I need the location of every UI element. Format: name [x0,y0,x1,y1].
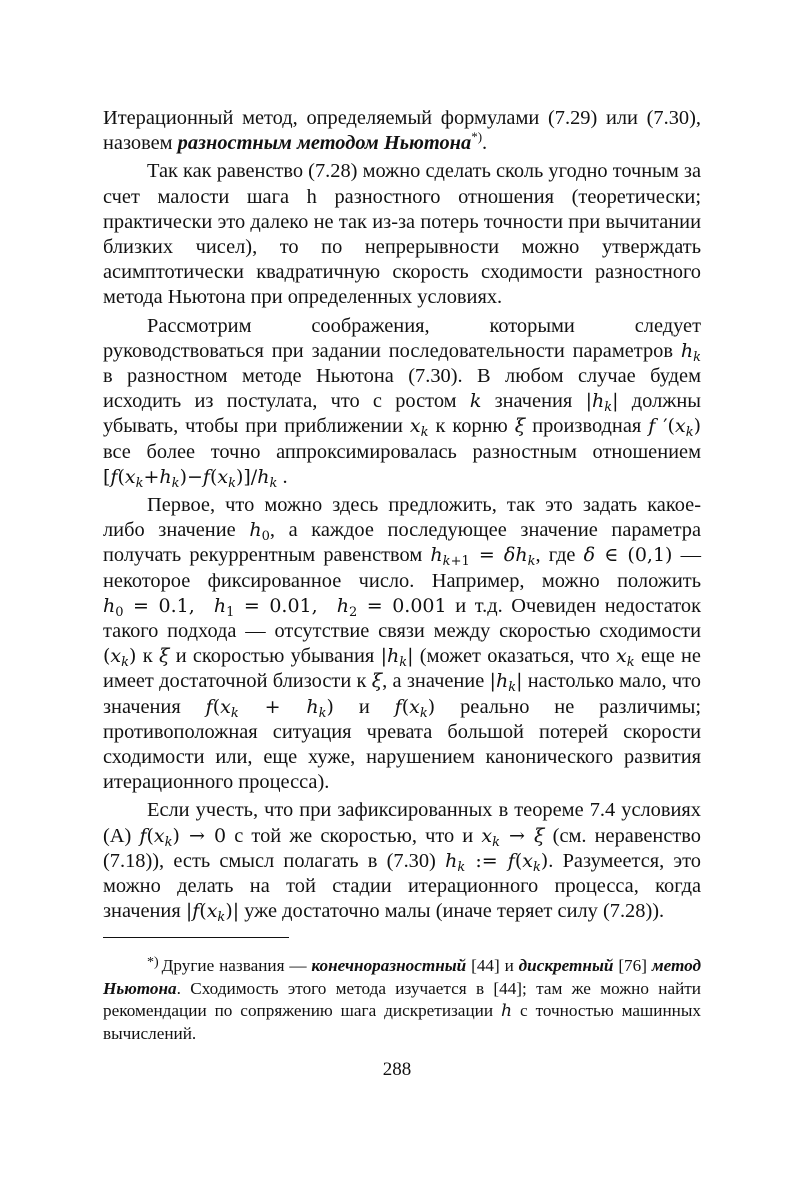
footnote-term: дискретный [518,956,614,975]
footnote-divider [103,937,289,938]
formula: δ ∈ (0,1) [583,544,673,567]
formula: $h_0 = 0.1$, $h_1 = 0.01$, $h_2 = 0.001$ [103,594,447,620]
footnote-reference: *) [471,129,483,145]
paragraph-5: Если учесть, что при зафиксированных в теореме 7.4 условиях (А) $f(x_k) \to 0$ с той же скоростью, что и $x_k \to \xi$ (см. неравенство (7.18)), есть смысл полагать в (7.30) $h_k$ := $f(x_k)$. Разумеется, это можно делать на той стадии итерационного процесса, когда значения $|f(x_k)|$ уже достаточно малы (иначе теряет силу (7.28)). [103,799,701,926]
formula: $h_k$ := $f(x_k)$ [445,849,549,875]
formula: k [469,390,482,413]
paragraph-3: Рассмотрим соображения, которыми следует руководствоваться при задании последовательности параметров $h_k$ в разностном методе Ньютона (7.30). В любом случае будем исходить из постулата, что с ростом k значения $|h_k|$ должны убывать, чтобы при приближении $x_k$ к корню ξ производная f $'(x_k)$ все более точно аппроксимировалась разностным отношением $[f(x_k+h_k)-f(x_k)]/h_k$ . [103,314,701,491]
formula: $[f(x_k+h_k)-f(x_k)]/h_k$ [103,465,278,491]
formula: $(x_k)$ [103,645,137,671]
formula: ξ [371,670,383,693]
formula: $f(x_k)$ [394,695,436,721]
formula: ξ [158,645,170,668]
formula: $x_k$ [409,415,429,441]
paragraph-2: Так как равенство (7.28) можно сделать сколь угодно точным за счет малости шага h разностного отношения (теоретически; практически это далеко не так из-за потерь точности при вычитании близких чисел), то по непрерывности можно утверждать асимптотически квадратичную скорость сходимости разностного метода Ньютона при определенных условиях. [103,160,701,309]
footnote-term: конечноразностный [311,956,467,975]
formula: $|h_k|$ [380,645,414,671]
formula: $h_0$ [249,519,270,545]
formula: $h_k$ [680,339,701,365]
formula: $f(x_k) \to 0$ [139,824,227,850]
footnote-variable: h [501,1001,513,1021]
formula: $h_{k+1} = \delta h_k$ [430,544,536,570]
defined-term: разностным методом Ньютона [177,132,472,155]
formula: $x_k \to \xi$ [481,824,545,850]
footnote: *) Другие названия — конечноразностный [44] и дискретный [76] метод Ньютона. Сходимость этого метода изучается в [44]; там же можно найти рекомендации по сопряжению шага дискретизации h с точностью машинных вычислений. [103,955,702,1043]
formula: $f(x_k + h_k)$ [205,695,334,721]
footnote-mark: *) [147,955,159,970]
formula: $|h_k|$ [489,670,523,696]
paragraph-4: Первое, что можно здесь предложить, так это задать какое-либо значение $h_0$, а каждое последующее значение параметра получать рекуррентным равенством $h_{k+1} = \delta h_k$, где δ ∈ (0,1) — некоторое фиксированное число. Например, можно положить $h_0 = 0.1$, $h_1 = 0.01$, $h_2 = 0.001$ и т.д. Очевиден недостаток такого подхода — отсутствие связи между скоростью сходимости $(x_k)$ к ξ и скоростью убывания $|h_k|$ (может оказаться, что $x_k$ еще не имеет достаточной близости к ξ, а значение $|h_k|$ настолько мало, что значения $f(x_k + h_k)$ и $f(x_k)$ реально не различимы; противоположная ситуация чревата большой потерей скорости сходимости или, еще хуже, нарушением канонического развития итерационного процесса). [103,494,702,794]
formula: $|f(x_k)|$ [185,900,240,926]
formula: f $'(x_k)$ [648,415,701,441]
formula: $|h_k|$ [585,390,619,416]
formula: ξ [514,415,526,438]
paragraph-1: Итерационный метод, определяемый формулами (7.29) или (7.30), назовем разностным методом Ньютона*). [103,107,701,155]
footnote-term: метод Ньютона [103,956,702,998]
main-text [103,106,701,925]
page-number: 288 [382,1059,412,1080]
formula: $x_k$ [616,645,635,671]
